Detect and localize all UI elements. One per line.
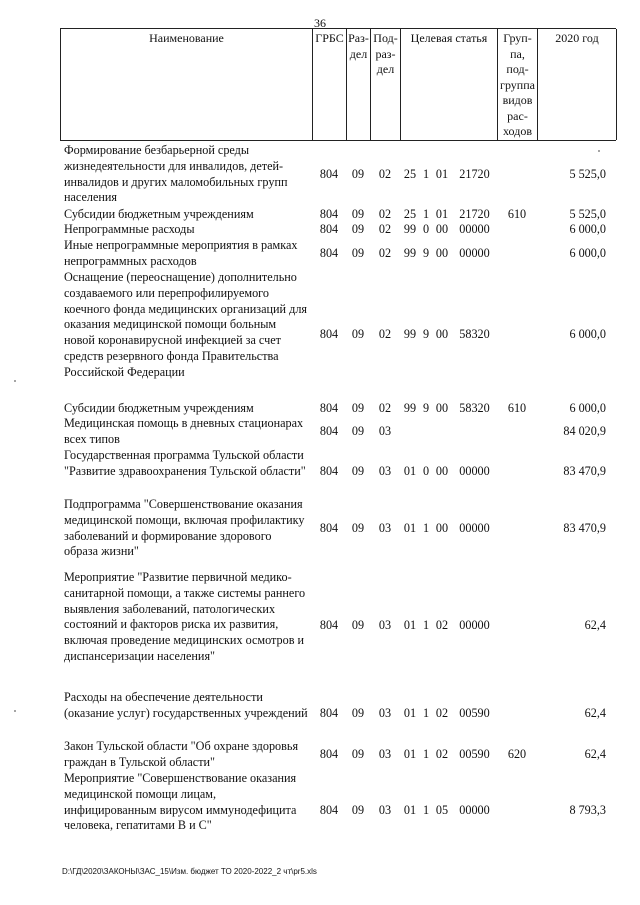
cell-razdel: 09 [351,464,365,478]
cell-name: Подпрограмма "Совершенствование оказания медицинской помощи, включая профилактику заболеваний и формирование здорового образа жизни" [64,497,305,559]
cell-event: 01 [435,207,449,221]
header-podrazdel: Под- раз- дел [371,29,401,140]
cell-grbs: 804 [319,464,339,478]
cell-event: 02 [435,706,449,720]
cell-expense-type: 610 [507,401,527,415]
cell-grbs: 804 [319,167,339,181]
cell-program: 99 [403,327,417,341]
header-razdel: Раз- дел [347,29,371,140]
cell-event: 02 [435,747,449,761]
cell-amount: 6 000,0 [569,246,606,260]
cell-razdel: 09 [351,327,365,341]
table-row [60,448,616,496]
cell-grbs: 804 [319,618,339,632]
cell-program: 01 [403,706,417,720]
cell-name: Медицинская помощь в дневных стационарах всех типов [64,416,304,446]
cell-podrazdel: 03 [378,521,392,535]
cell-razdel: 09 [351,401,365,415]
cell-razdel: 09 [351,207,365,221]
cell-amount: 83 470,9 [563,464,606,478]
cell-subprogram: 9 [422,327,430,341]
cell-podrazdel: 02 [378,401,392,415]
cell-event: 01 [435,167,449,181]
header-target-article: Целевая статья [401,29,498,140]
table-row [60,207,616,223]
table-row [60,771,616,851]
cell-program: 99 [403,246,417,260]
cell-podrazdel: 03 [378,464,392,478]
cell-event: 05 [435,803,449,817]
cell-amount: 62,4 [584,618,606,632]
cell-expense-type: 610 [507,207,527,221]
cell-podrazdel: 03 [378,706,392,720]
cell-program: 01 [403,521,417,535]
scan-speck [14,710,16,712]
cell-program: 25 [403,167,417,181]
cell-name: Государственная программа Тульской области "Развитие здравоохранения Тульской области" [64,448,306,478]
cell-grbs: 804 [319,246,339,260]
cell-amount: 6 000,0 [569,222,606,236]
table-row [60,690,616,738]
cell-amount: 83 470,9 [563,521,606,535]
cell-event: 02 [435,618,449,632]
cell-program: 99 [403,222,417,236]
cell-subprogram: 9 [422,246,430,260]
scan-speck [14,380,16,382]
cell-direction: 00000 [459,803,490,817]
table-row [60,416,616,448]
cell-amount: 8 793,3 [569,803,606,817]
cell-direction: 00000 [459,618,490,632]
cell-grbs: 804 [319,401,339,415]
cell-podrazdel: 02 [378,207,392,221]
header-year: 2020 год [538,29,617,140]
cell-direction: 21720 [459,207,490,221]
cell-razdel: 09 [351,424,365,438]
cell-direction: 00000 [459,246,490,260]
cell-grbs: 804 [319,803,339,817]
header-name: Наименование [61,29,313,140]
cell-direction: 00000 [459,222,490,236]
cell-event: 00 [435,464,449,478]
cell-direction: 00590 [459,747,490,761]
cell-razdel: 09 [351,747,365,761]
cell-program: 99 [403,401,417,415]
page-number: 36 [314,16,326,30]
budget-table [60,28,616,833]
header-grbs: ГРБС [313,29,347,140]
cell-direction: 21720 [459,167,490,181]
cell-amount: 62,4 [584,747,606,761]
cell-name: Расходы на обеспечение деятельности (оказание услуг) государственных учреждений [64,690,308,720]
cell-podrazdel: 02 [378,167,392,181]
cell-name: Субсидии бюджетным учреждениям [64,207,254,221]
cell-amount: 62,4 [584,706,606,720]
table-row [60,401,616,417]
cell-subprogram: 0 [422,464,430,478]
cell-subprogram: 0 [422,222,430,236]
cell-subprogram: 1 [422,167,430,181]
cell-podrazdel: 03 [378,618,392,632]
cell-amount: 5 525,0 [569,167,606,181]
cell-program: 01 [403,747,417,761]
cell-podrazdel: 02 [378,222,392,236]
cell-subprogram: 1 [422,706,430,720]
cell-razdel: 09 [351,803,365,817]
cell-expense-type: 620 [507,747,527,761]
cell-grbs: 804 [319,222,339,236]
cell-podrazdel: 03 [378,424,392,438]
table-row [60,222,616,238]
header-expense-group: Груп- па, под- группа видов рас- ходов [498,29,538,140]
file-path-footer: D:\ГД\2020\ЗАКОНЫ\ЗАС_15\Изм. бюджет ТО 2020-2022_2 чт\pr5.xls [62,867,317,876]
cell-amount: 6 000,0 [569,401,606,415]
cell-subprogram: 1 [422,521,430,535]
cell-name: Оснащение (переоснащение) дополнительно создаваемого или перепрофилируемого коечного фонда медицинских организаций для оказания медицинской помощи больным новой коронавирусной инфекцией за счет средств резервного фонда Правительства Российской Федерации [64,270,308,379]
cell-razdel: 09 [351,706,365,720]
cell-subprogram: 1 [422,747,430,761]
cell-grbs: 804 [319,327,339,341]
cell-razdel: 09 [351,222,365,236]
cell-razdel: 09 [351,521,365,535]
cell-name: Субсидии бюджетным учреждениям [64,401,254,415]
table-header [60,28,616,141]
table-row [60,270,616,400]
table-row [60,739,616,771]
cell-name: Формирование безбарьерной среды жизнедеятельности для инвалидов, детей-инвалидов и других маломобильных групп населения [64,143,288,205]
cell-name: Мероприятие "Совершенствование оказания медицинской помощи лицам, инфицированным вирусом иммунодефицита человека, гепатитами В и С" [64,771,297,833]
cell-program: 25 [403,207,417,221]
table-row [60,143,616,207]
scan-speck [598,150,600,152]
cell-podrazdel: 03 [378,747,392,761]
cell-event: 00 [435,401,449,415]
cell-grbs: 804 [319,521,339,535]
cell-podrazdel: 02 [378,327,392,341]
cell-razdel: 09 [351,167,365,181]
cell-name: Мероприятие "Развитие первичной медико-санитарной помощи, а также системы раннего выявления заболеваний, патологических состояний и факторов риска их развития, включая проведение медицинских осмотров и диспансеризации населения" [64,570,306,663]
cell-name: Иные непрограммные мероприятия в рамках непрограммных расходов [64,238,298,268]
cell-direction: 00000 [459,521,490,535]
cell-subprogram: 1 [422,207,430,221]
cell-grbs: 804 [319,424,339,438]
cell-program: 01 [403,803,417,817]
cell-podrazdel: 02 [378,246,392,260]
cell-grbs: 804 [319,706,339,720]
cell-podrazdel: 03 [378,803,392,817]
cell-amount: 84 020,9 [563,424,606,438]
cell-subprogram: 1 [422,803,430,817]
cell-direction: 00000 [459,464,490,478]
cell-grbs: 804 [319,747,339,761]
table-row [60,497,616,561]
cell-amount: 6 000,0 [569,327,606,341]
table-row [60,238,616,270]
cell-event: 00 [435,521,449,535]
cell-razdel: 09 [351,246,365,260]
cell-event: 00 [435,246,449,260]
cell-program: 01 [403,618,417,632]
cell-subprogram: 1 [422,618,430,632]
cell-name: Непрограммные расходы [64,222,195,236]
cell-razdel: 09 [351,618,365,632]
cell-direction: 58320 [459,327,490,341]
cell-grbs: 804 [319,207,339,221]
cell-name: Закон Тульской области "Об охране здоровья граждан в Тульской области" [64,739,299,769]
cell-direction: 58320 [459,401,490,415]
table-row [60,570,616,682]
cell-event: 00 [435,222,449,236]
cell-direction: 00590 [459,706,490,720]
cell-program: 01 [403,464,417,478]
cell-subprogram: 9 [422,401,430,415]
cell-event: 00 [435,327,449,341]
cell-amount: 5 525,0 [569,207,606,221]
